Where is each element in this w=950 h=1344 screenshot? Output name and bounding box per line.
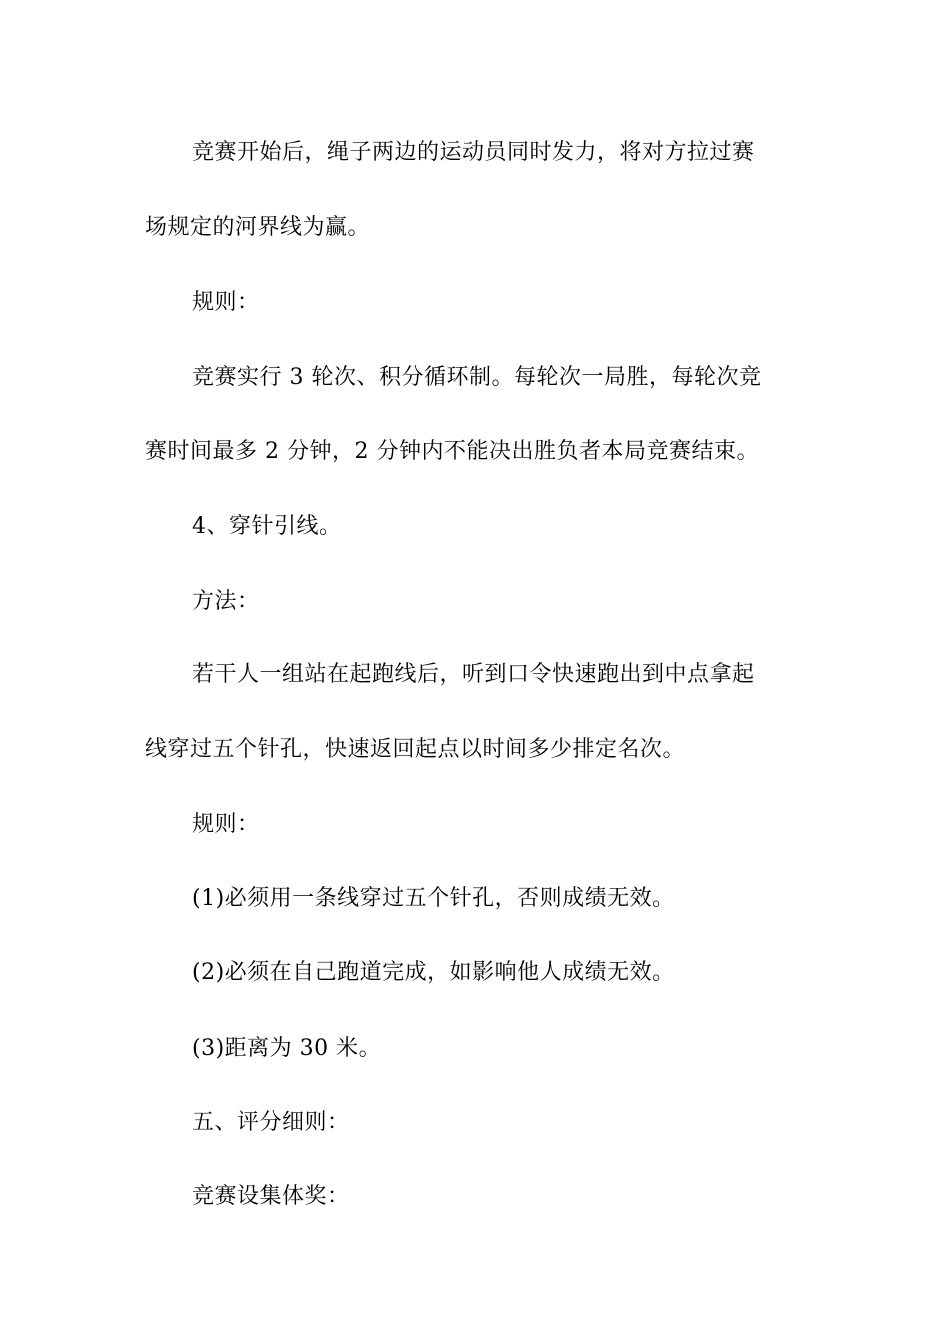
section-label-method: 方法：: [192, 589, 260, 614]
paragraph-line: 竞赛设集体奖：: [192, 1184, 350, 1209]
paragraph-line: 竞赛实行 3 轮次、积分循环制。每轮次一局胜，每轮次竞: [192, 365, 762, 390]
paragraph-line: 线穿过五个针孔，快速返回起点以时间多少排定名次。: [145, 737, 686, 762]
paragraph-line: 场规定的河界线为赢。: [145, 215, 371, 240]
paragraph-line: 若干人一组站在起跑线后，听到口令快速跑出到中点拿起: [192, 662, 755, 687]
section-label-rules: 规则：: [192, 290, 260, 315]
rule-item: (1)必须用一条线穿过五个针孔，否则成绩无效。: [192, 886, 675, 911]
rule-item: (2)必须在自己跑道完成，如影响他人成绩无效。: [192, 960, 675, 985]
section-heading: 4、穿针引线。: [192, 514, 342, 539]
paragraph-line: 赛时间最多 2 分钟，2 分钟内不能决出胜负者本局竞赛结束。: [145, 439, 759, 464]
section-label-rules: 规则：: [192, 812, 260, 837]
rule-item: (3)距离为 30 米。: [192, 1036, 382, 1061]
section-heading: 五、评分细则：: [192, 1110, 350, 1135]
paragraph-line: 竞赛开始后，绳子两边的运动员同时发力，将对方拉过赛: [192, 140, 755, 165]
